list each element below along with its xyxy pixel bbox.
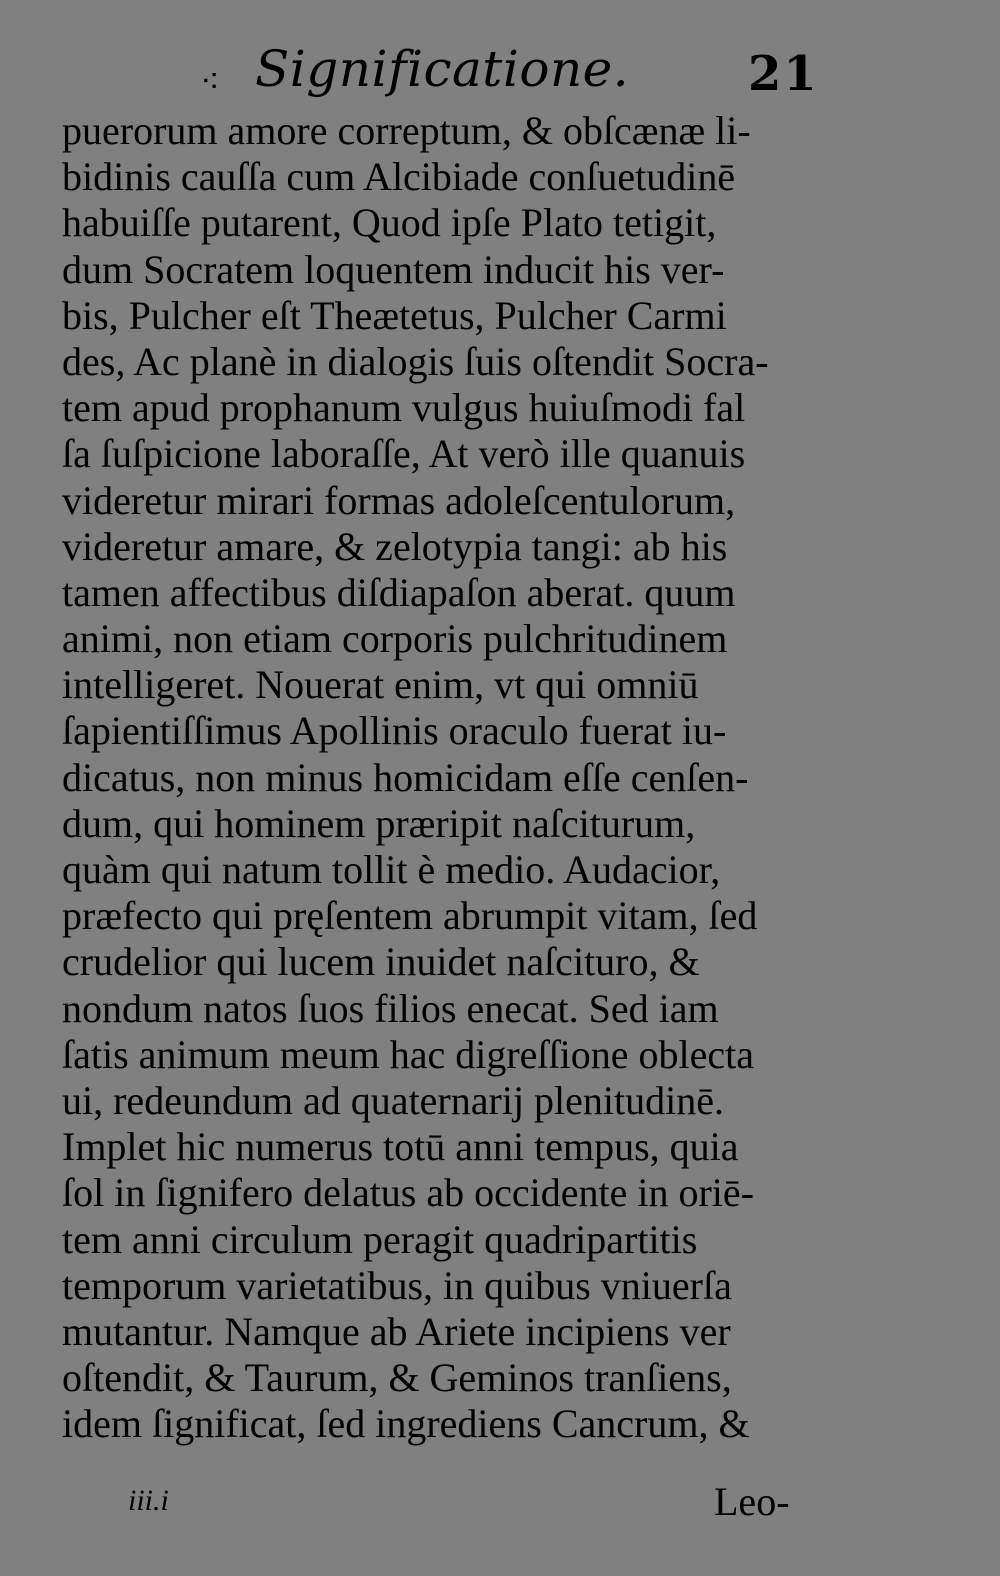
body-text bbox=[62, 108, 852, 1447]
text-line: ſa ſuſpicione laboraſſe, At verò ille quanuis bbox=[62, 431, 746, 477]
text-line: intelligeret. Nouerat enim, vt qui omniū bbox=[62, 662, 699, 708]
text-line: des, Ac planè in dialogis ſuis oſtendit Socra- bbox=[62, 338, 769, 384]
text-line: quàm qui natum tollit è medio. Audacior, bbox=[62, 847, 721, 892]
text-line: mutantur. Namque ab Ariete incipiens ver bbox=[62, 1308, 731, 1354]
header-ornament: ⁖ bbox=[200, 62, 222, 102]
text-line: crudelior qui lucem inuidet naſcituro, & bbox=[62, 939, 700, 985]
text-line: ui, redeundum ad quaternarij plenitudinē. bbox=[62, 1077, 725, 1123]
text-line: bidinis cauſſa cum Alcibiade conſuetudinē bbox=[62, 154, 736, 200]
text-line: ſapientiſſimus Apollinis oraculo fuerat iu- bbox=[62, 708, 727, 754]
text-line: tamen affectibus diſdiapaſon aberat. quum bbox=[62, 569, 736, 615]
text-line: ſatis animum meum hac digreſſione oblecta bbox=[62, 1031, 755, 1077]
page-number: 21 bbox=[748, 46, 819, 102]
text-line: habuiſſe putarent, Quod ipſe Plato tetigit, bbox=[62, 200, 717, 246]
text-line: oſtendit, & Taurum, & Geminos tranſiens, bbox=[62, 1355, 732, 1401]
text-line: tem apud prophanum vulgus huiuſmodi fal bbox=[62, 385, 746, 431]
running-head: Significatione. bbox=[255, 40, 630, 98]
text-line: bis, Pulcher eſt Theætetus, Pulcher Carmi bbox=[62, 292, 727, 338]
text-line: nondum natos ſuos filios enecat. Sed iam bbox=[62, 985, 719, 1031]
text-line: videretur mirari formas adoleſcentulorum, bbox=[62, 477, 736, 523]
text-line: temporum varietatibus, in quibus vniuerſa bbox=[62, 1262, 732, 1308]
page-footer bbox=[0, 1478, 1000, 1538]
text-line: dum Socratem loquentem inducit his ver- bbox=[62, 246, 725, 292]
text-line: dicatus, non minus homicidam eſſe cenſen- bbox=[62, 754, 749, 800]
text-line: dum, qui hominem præripit naſciturum, bbox=[62, 800, 696, 846]
text-line: puerorum amore correptum, & obſcænæ li- bbox=[62, 108, 751, 153]
page-header bbox=[0, 28, 1000, 108]
text-line: tem anni circulum peragit quadripartitis bbox=[62, 1216, 698, 1262]
text-line: idem ſignificat, ſed ingrediens Cancrum, & bbox=[62, 1401, 750, 1447]
catchword: Leo- bbox=[714, 1479, 790, 1524]
text-line: videretur amare, & zelotypia tangi: ab his bbox=[62, 523, 728, 569]
signature-mark: iii.i bbox=[128, 1484, 169, 1517]
text-line: præfecto qui pręſentem abrumpit vitam, ſed bbox=[62, 893, 758, 939]
text-line: Implet hic numerus totū anni tempus, quia bbox=[62, 1124, 739, 1170]
text-line: ſol in ſignifero delatus ab occidente in oriē- bbox=[62, 1170, 754, 1216]
text-line: animi, non etiam corporis pulchritudinem bbox=[62, 616, 728, 662]
